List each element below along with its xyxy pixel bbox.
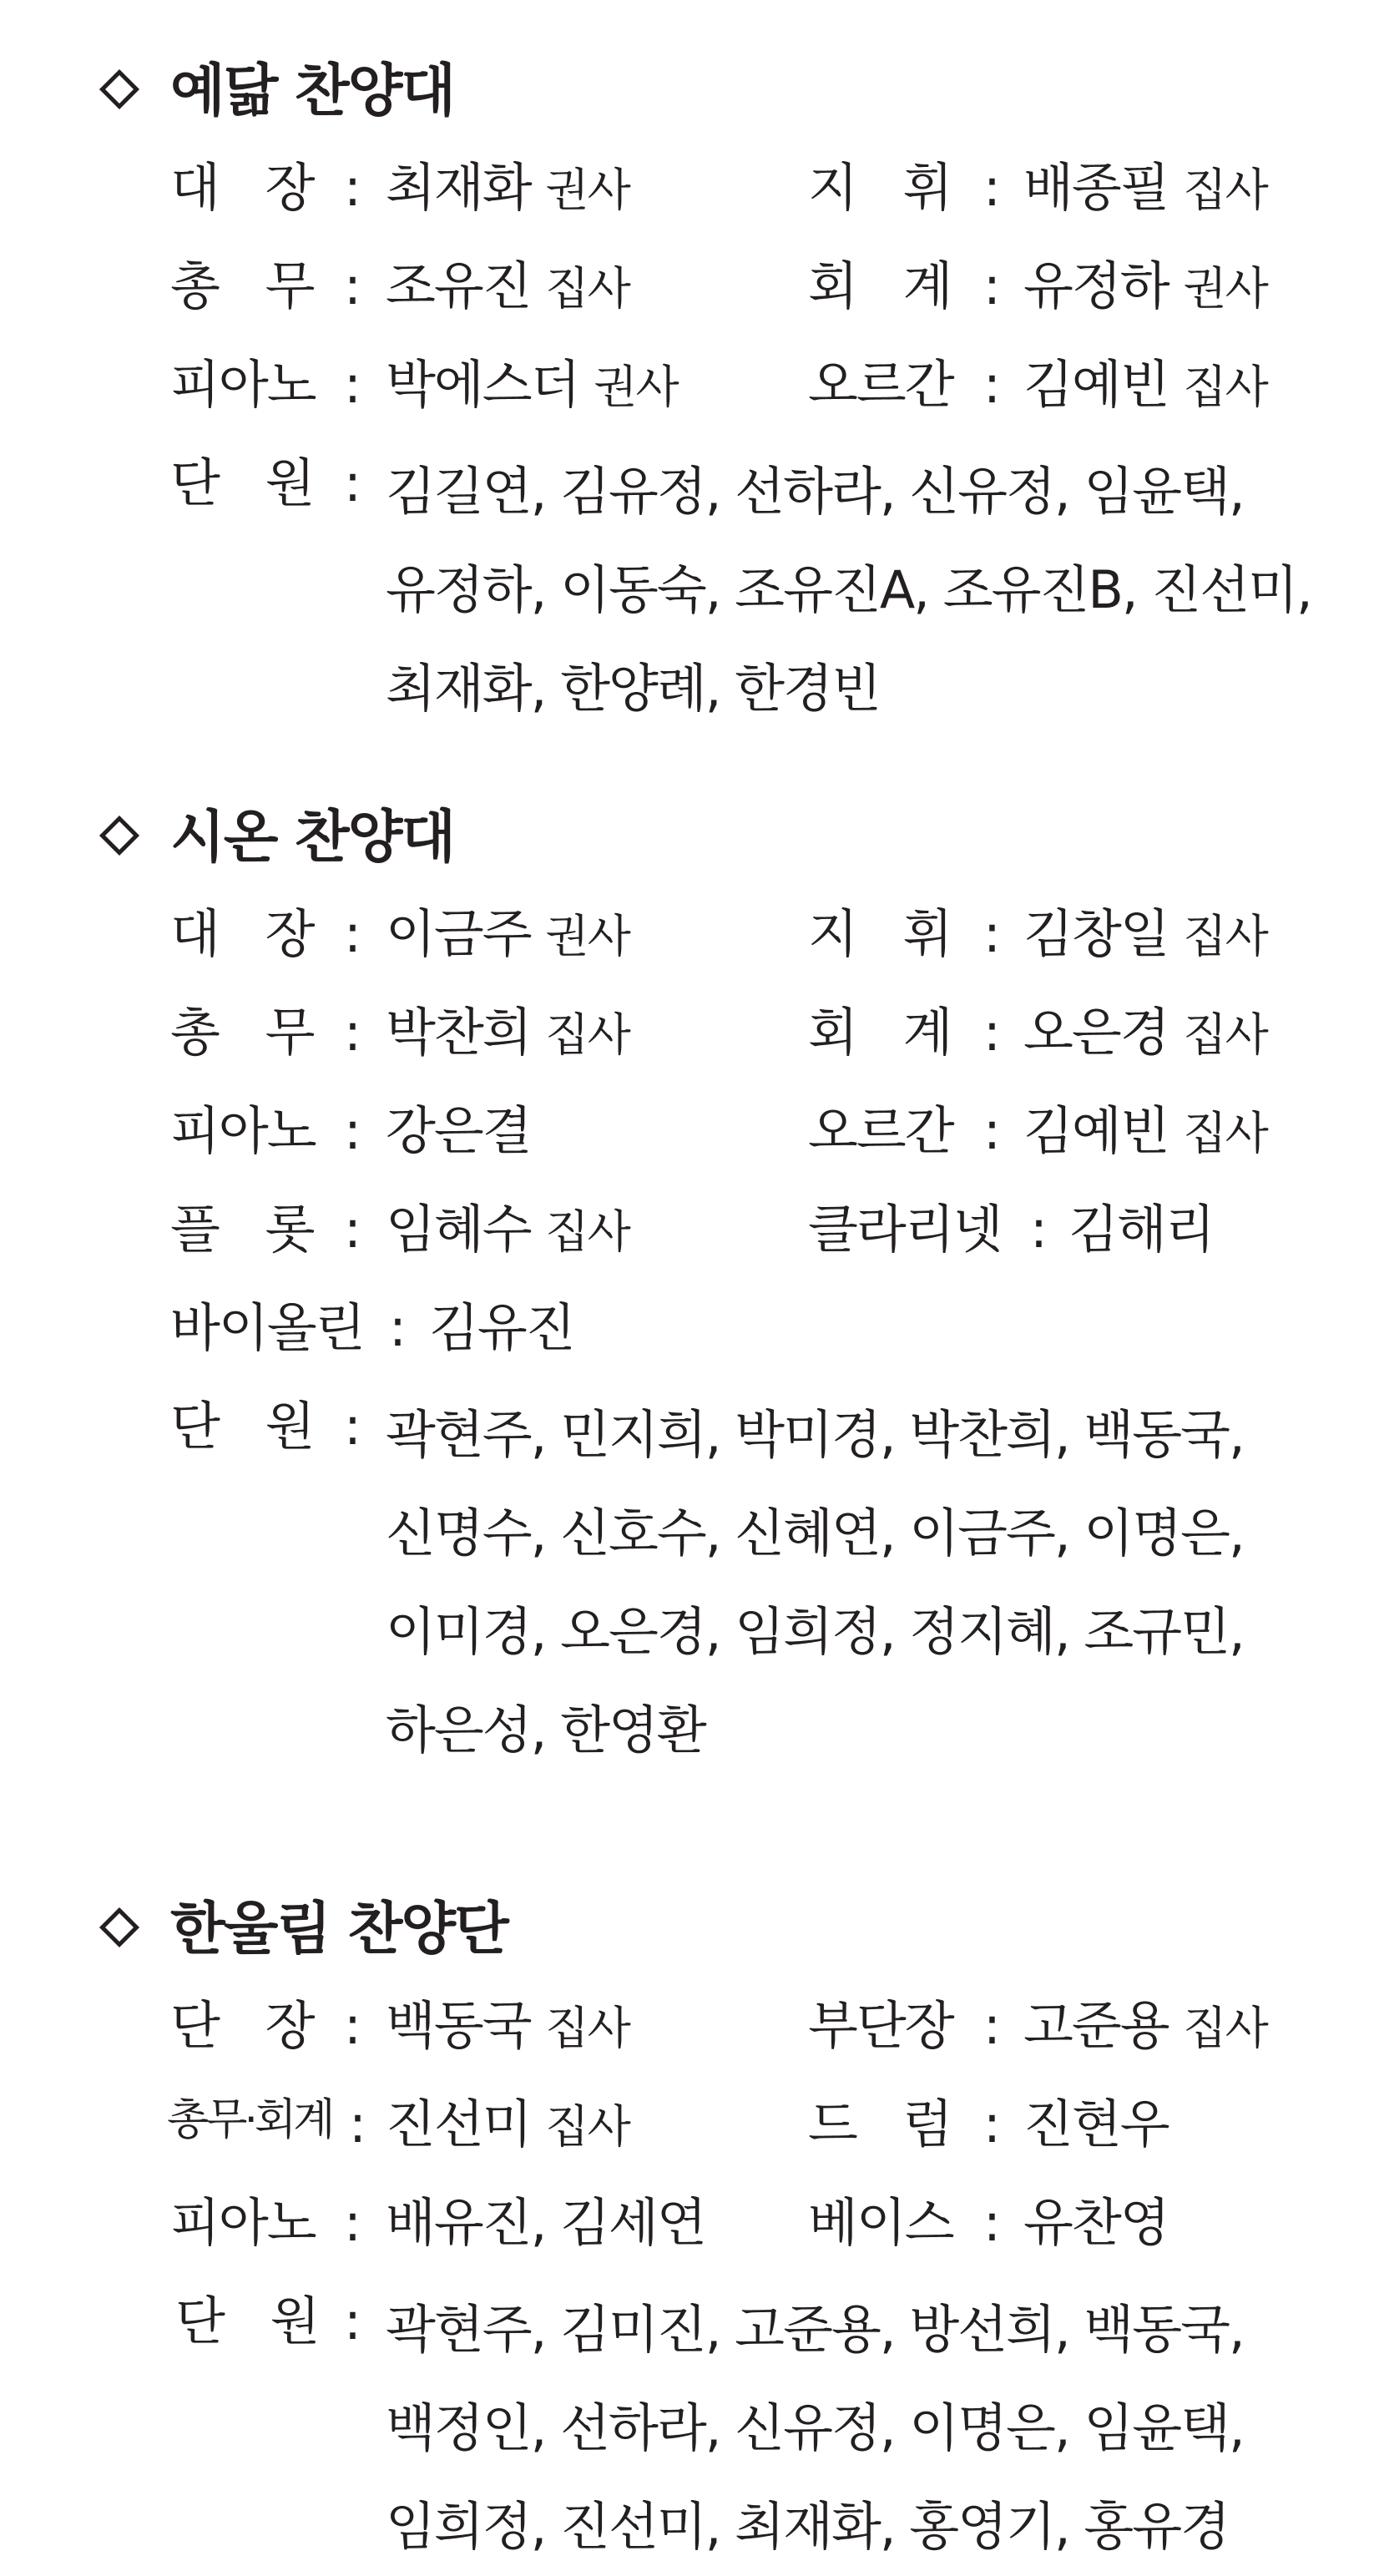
role-value (1023, 1002, 1267, 1063)
member-list (386, 1386, 1244, 1780)
colon: : (983, 1002, 999, 1063)
colon: : (344, 903, 360, 964)
person-name: 김예빈 (1023, 1100, 1169, 1161)
colon: : (389, 1297, 405, 1358)
member-line: 신명수, 신호수, 신혜연, 이금주, 이명은, (386, 1503, 1244, 1563)
role-value (386, 354, 678, 415)
role-value (1023, 157, 1267, 218)
colon: : (983, 1100, 999, 1161)
person-name: 백동국 (386, 1995, 531, 2056)
role-value (1023, 354, 1267, 415)
role-value (1023, 2094, 1169, 2154)
section-title: 시온 찬양대 (170, 805, 455, 871)
member-line: 최재화, 한양례, 한경빈 (386, 658, 880, 719)
person-title: 집사 (1183, 2002, 1267, 2054)
role-value (386, 1995, 629, 2056)
role-label: 총무·회계 (167, 2095, 332, 2145)
person-name: 유찬영 (1023, 2192, 1169, 2253)
person-name: 진선미 (386, 2094, 531, 2154)
colon: : (344, 157, 360, 218)
role-label: 오르간 (808, 1100, 953, 1161)
role-label: 대 장 (170, 903, 314, 964)
role-label: 회 계 (808, 1002, 952, 1063)
person-name: 임혜수 (386, 1199, 531, 1260)
person-name: 박찬희 (386, 1002, 531, 1063)
person-title: 집사 (1183, 1008, 1267, 1061)
person-name: 진현우 (1023, 2094, 1169, 2154)
person-name: 고준용 (1023, 1995, 1169, 2056)
role-value (386, 903, 629, 964)
member-line: 이미경, 오은경, 임희정, 정지혜, 조규민, (386, 1601, 1244, 1662)
role-value (1023, 1100, 1267, 1161)
role-label: 오르간 (808, 354, 953, 415)
role-label: 베이스 (808, 2192, 953, 2253)
member-line: 하은성, 한영환 (386, 1700, 705, 1760)
role-value (1068, 1199, 1214, 1260)
colon: : (344, 452, 360, 513)
role-label: 드 럼 (808, 2094, 952, 2154)
role-label: 클라리넷 (808, 1199, 1002, 1260)
person-title: 집사 (545, 262, 629, 315)
info-row (0, 1995, 1374, 2099)
person-title: 권사 (1183, 262, 1267, 315)
colon: : (344, 1995, 360, 2056)
colon: : (344, 2192, 360, 2253)
role-label: 지 휘 (808, 903, 952, 964)
role-value (1023, 903, 1267, 964)
role-label: 피아노 (170, 2192, 316, 2253)
role-value (1023, 1995, 1267, 2056)
person-title: 집사 (545, 1008, 629, 1061)
colon: : (344, 1100, 360, 1161)
person-title: 권사 (545, 164, 629, 216)
member-line: 김길연, 김유정, 선하라, 신유정, 임윤택, (386, 461, 1244, 522)
person-name: 김창일 (1023, 903, 1169, 964)
colon: : (344, 1002, 360, 1063)
colon: : (983, 2192, 999, 2253)
section-title: 예닮 찬양대 (170, 58, 455, 124)
person-name: 조유진 (386, 255, 531, 316)
role-value (429, 1297, 574, 1358)
role-label: 플 롯 (170, 1199, 314, 1260)
role-label: 총 무 (170, 255, 314, 316)
person-name: 오은경 (1023, 1002, 1169, 1063)
person-name: 최재화 (386, 157, 531, 218)
member-list (386, 2281, 1244, 2576)
section-title: 한울림 찬양단 (170, 1897, 508, 1962)
role-label: 부단장 (808, 1995, 953, 2056)
person-title: 집사 (1183, 910, 1267, 962)
role-label: 바이올린 (170, 1297, 364, 1358)
person-name: 배유진, 김세연 (386, 2192, 705, 2253)
diamond-bullet-icon (99, 816, 139, 856)
member-line: 임희정, 진선미, 최재화, 홍영기, 홍유경 (386, 2496, 1230, 2557)
info-row (0, 1002, 1374, 1105)
info-row (0, 157, 1374, 260)
member-line: 백정인, 선하라, 신유정, 이명은, 임윤택, (386, 2397, 1244, 2458)
role-label: 지 휘 (808, 157, 952, 218)
person-title: 집사 (545, 2100, 629, 2153)
role-label: 대 장 (170, 157, 314, 218)
person-name: 배종필 (1023, 157, 1169, 218)
info-row (0, 1100, 1374, 1204)
colon: : (983, 354, 999, 415)
role-label: 회 계 (808, 255, 952, 316)
person-name: 김예빈 (1023, 354, 1169, 415)
role-value (386, 157, 629, 218)
member-list (386, 442, 1311, 738)
colon: : (983, 2094, 999, 2154)
member-line: 곽현주, 김미진, 고준용, 방선희, 백동국, (386, 2299, 1244, 2360)
person-title: 집사 (1183, 1107, 1267, 1159)
colon: : (349, 2094, 365, 2154)
role-label: 단 원 (175, 2291, 319, 2351)
person-title: 권사 (545, 910, 629, 962)
role-value (386, 1199, 629, 1260)
colon: : (344, 354, 360, 415)
role-value (1023, 255, 1267, 316)
person-name: 유정하 (1023, 255, 1169, 316)
person-title: 권사 (594, 361, 678, 413)
info-row (0, 903, 1374, 1007)
person-name: 이금주 (386, 903, 531, 964)
person-title: 집사 (1183, 164, 1267, 216)
role-label: 단 원 (170, 1396, 314, 1457)
colon: : (344, 255, 360, 316)
role-label: 단 장 (170, 1995, 314, 2056)
diamond-bullet-icon (99, 1907, 139, 1947)
role-label: 단 원 (170, 452, 314, 513)
colon: : (983, 1995, 999, 2056)
role-value (386, 1002, 629, 1063)
person-title: 집사 (545, 2002, 629, 2054)
person-name: 김유진 (429, 1297, 574, 1358)
colon: : (983, 903, 999, 964)
role-label: 피아노 (170, 1100, 316, 1161)
colon: : (344, 1199, 360, 1260)
role-label: 피아노 (170, 354, 316, 415)
colon: : (983, 255, 999, 316)
person-name: 박에스더 (386, 354, 579, 415)
info-row (0, 1199, 1374, 1302)
role-value (386, 255, 629, 316)
role-value (1023, 2192, 1169, 2253)
info-row (0, 255, 1374, 359)
diamond-bullet-icon (99, 69, 139, 109)
member-line: 유정하, 이동숙, 조유진A, 조유진B, 진선미, (386, 559, 1311, 620)
role-value (386, 1100, 531, 1161)
colon: : (983, 157, 999, 218)
role-label: 총 무 (170, 1002, 314, 1063)
person-title: 집사 (545, 1205, 629, 1258)
role-value (386, 2094, 629, 2154)
colon: : (344, 2291, 360, 2351)
person-name: 강은결 (386, 1100, 531, 1161)
colon: : (1030, 1199, 1046, 1260)
member-line: 곽현주, 민지희, 박미경, 박찬희, 백동국, (386, 1404, 1244, 1465)
person-title: 집사 (1183, 361, 1267, 413)
role-value (386, 2192, 705, 2253)
person-name: 김해리 (1068, 1199, 1214, 1260)
colon: : (344, 1396, 360, 1457)
info-row (0, 2094, 1374, 2197)
